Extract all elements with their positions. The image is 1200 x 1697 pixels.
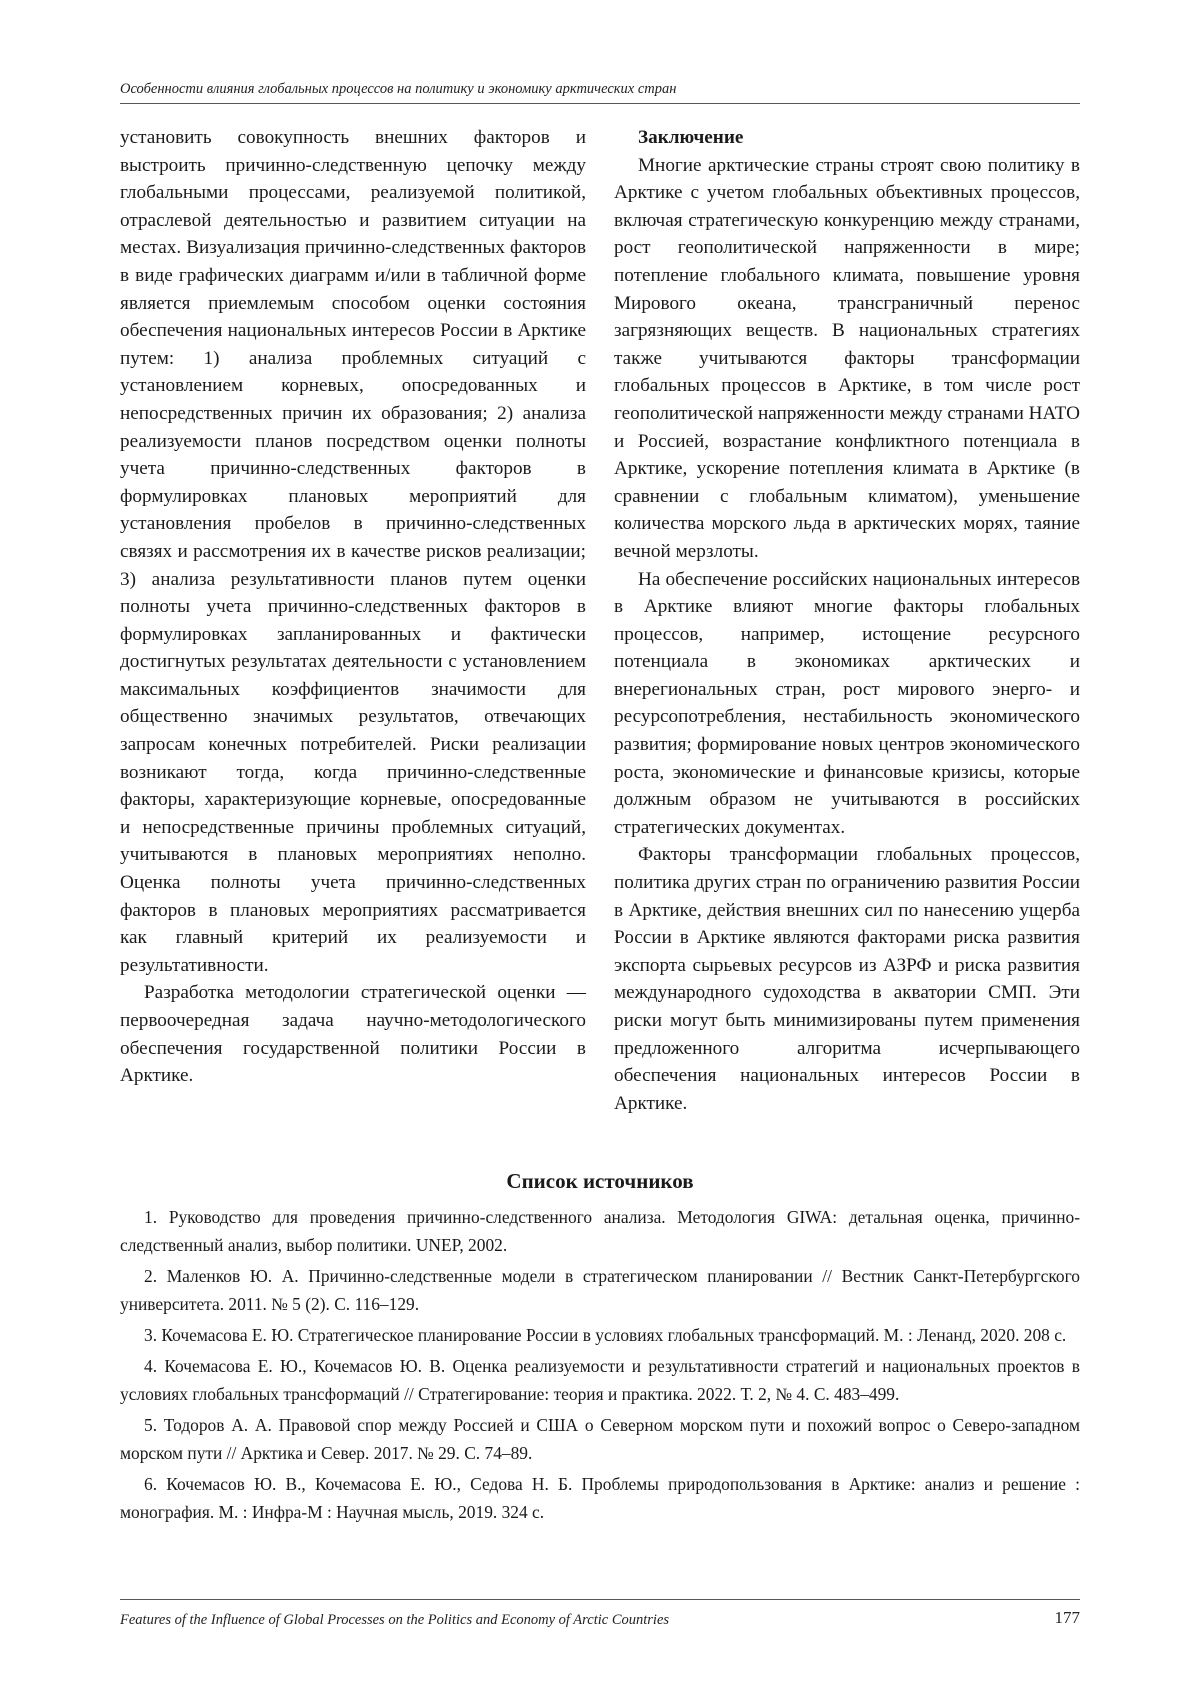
footer-english-title: Features of the Influence of Global Processes on the Politics and Economy of Arctic Countries bbox=[120, 1612, 670, 1628]
references-title: Список источников bbox=[506, 1169, 694, 1193]
body-paragraph: Факторы трансформации глобальных процессов, политика других стран по ограничению развития России в Арктике, действия внешних сил по нанесению ущерба России в Арктике являются факторами риска развития экспорта сырьевых ресурсов из АЗРФ и риска развития международного судоходства в акватории СМП. Эти риски могут быть минимизированы путем применения предложенного алгоритма исчерпывающего обеспечения национальных интересов России в Арктике. bbox=[614, 844, 1080, 1114]
footer-rule bbox=[120, 1599, 1080, 1600]
reference-item: 4. Кочемасова Е. Ю., Кочемасов Ю. В. Оценка реализуемости и результативности стратегий и национальных проектов в условиях глобальных трансформаций // Стратегирование: теория и практика. 2022. Т. 2, № 4. С. 483–499. bbox=[120, 1356, 1080, 1404]
left-column bbox=[120, 124, 586, 1090]
body-paragraph: На обеспечение российских национальных интересов в Арктике влияют многие факторы глобальных процессов, например, истощение ресурсного потенциала в экономиках арктических и внерегиональных стран, рост мирового энерго- и ресурсопотребления, нестабильность экономического развития; формирование новых центров экономического роста, экономические и финансовые кризисы, которые должным образом не учитываются в российских стратегических документах. bbox=[614, 568, 1080, 838]
reference-item: 6. Кочемасов Ю. В., Кочемасова Е. Ю., Седова Н. Б. Проблемы природопользования в Арктике: анализ и решение : монография. М. : Инфра-М : Научная мысль, 2019. 324 с. bbox=[120, 1474, 1080, 1522]
reference-item: 2. Маленков Ю. А. Причинно-следственные модели в стратегическом планировании // Вестник Санкт-Петербургского университета. 2011. № 5 (2). С. 116–129. bbox=[120, 1266, 1080, 1314]
references-list bbox=[120, 1203, 1080, 1529]
body-paragraph: Разработка методологии стратегической оценки — первоочередная задача научно-методологического обеспечения государственной политики России в Арктике. bbox=[120, 982, 586, 1087]
page-number: 177 bbox=[1054, 1608, 1080, 1627]
header-rule bbox=[120, 103, 1080, 104]
right-column bbox=[614, 124, 1080, 1117]
reference-item: 5. Тодоров А. А. Правовой спор между Россией и США о Северном морском пути и похожий вопрос о Северо-западном морском пути // Арктика и Север. 2017. № 29. С. 74–89. bbox=[120, 1415, 1080, 1463]
body-paragraph: установить совокупность внешних факторов и выстроить причинно-следственную цепочку между глобальными процессами, реализуемой политикой, отраслевой деятельностью и развитием ситуации на местах. Визуализация причинно-следственных факторов в виде графических диаграмм и/или в табличной форме является приемлемым способом оценки состояния обеспечения национальных интересов России в Арктике путем: 1) анализа проблемных ситуаций с установлением корневых, опосредованных и непосредственных причин их образования; 2) анализа реализуемости планов посредством оценки полноты учета причинно-следственных факторов в формулировках плановых мероприятий для установления пробелов в причинно-следственных связях и рассмотрения их в качестве рисков реализации; 3) анализа результативности планов путем оценки полноты учета причинно-следственных факторов в формулировках запланированных и фактически достигнутых результатах деятельности с установлением максимальных коэффициентов значимости для общественно значимых результатов, отвечающих запросам конечных потребителей. Риски реализации возникают тогда, когда причинно-следственные факторы, характеризующие корневые, опосредованные и непосредственные причины проблемных ситуаций, учитываются в плановых мероприятиях неполно. Оценка полноты учета причинно-следственных факторов в плановых мероприятиях рассматривается как главный критерий их реализуемости и результативности. bbox=[120, 127, 586, 976]
reference-item: 3. Кочемасова Е. Ю. Стратегическое планирование России в условиях глобальных трансформаций. М. : Ленанд, 2020. 208 с. bbox=[144, 1325, 1067, 1345]
section-heading-conclusion: Заключение bbox=[638, 127, 744, 148]
reference-item: 1. Руководство для проведения причинно-следственного анализа. Методология GIWA: детальная оценка, причинно-следственный анализ, выбор политики. UNEP, 2002. bbox=[120, 1207, 1080, 1255]
running-header: Особенности влияния глобальных процессов на политику и экономику арктических стран bbox=[120, 81, 677, 97]
body-paragraph: Многие арктические страны строят свою политику в Арктике с учетом глобальных объективных процессов, включая стратегическую конкуренцию между странами, рост геополитической напряженности в мире; потепление глобального климата, повышение уровня Мирового океана, трансграничный перенос загрязняющих веществ. В национальных стратегиях также учитываются факторы трансформации глобальных процессов в Арктике, в том числе рост геополитической напряженности между странами НАТО и Россией, возрастание конфликтного потенциала в Арктике, ускорение потепления климата в Арктике (в сравнении с глобальным климатом), уменьшение количества морского льда в арктических морях, таяние вечной мерзлоты. bbox=[614, 154, 1080, 562]
